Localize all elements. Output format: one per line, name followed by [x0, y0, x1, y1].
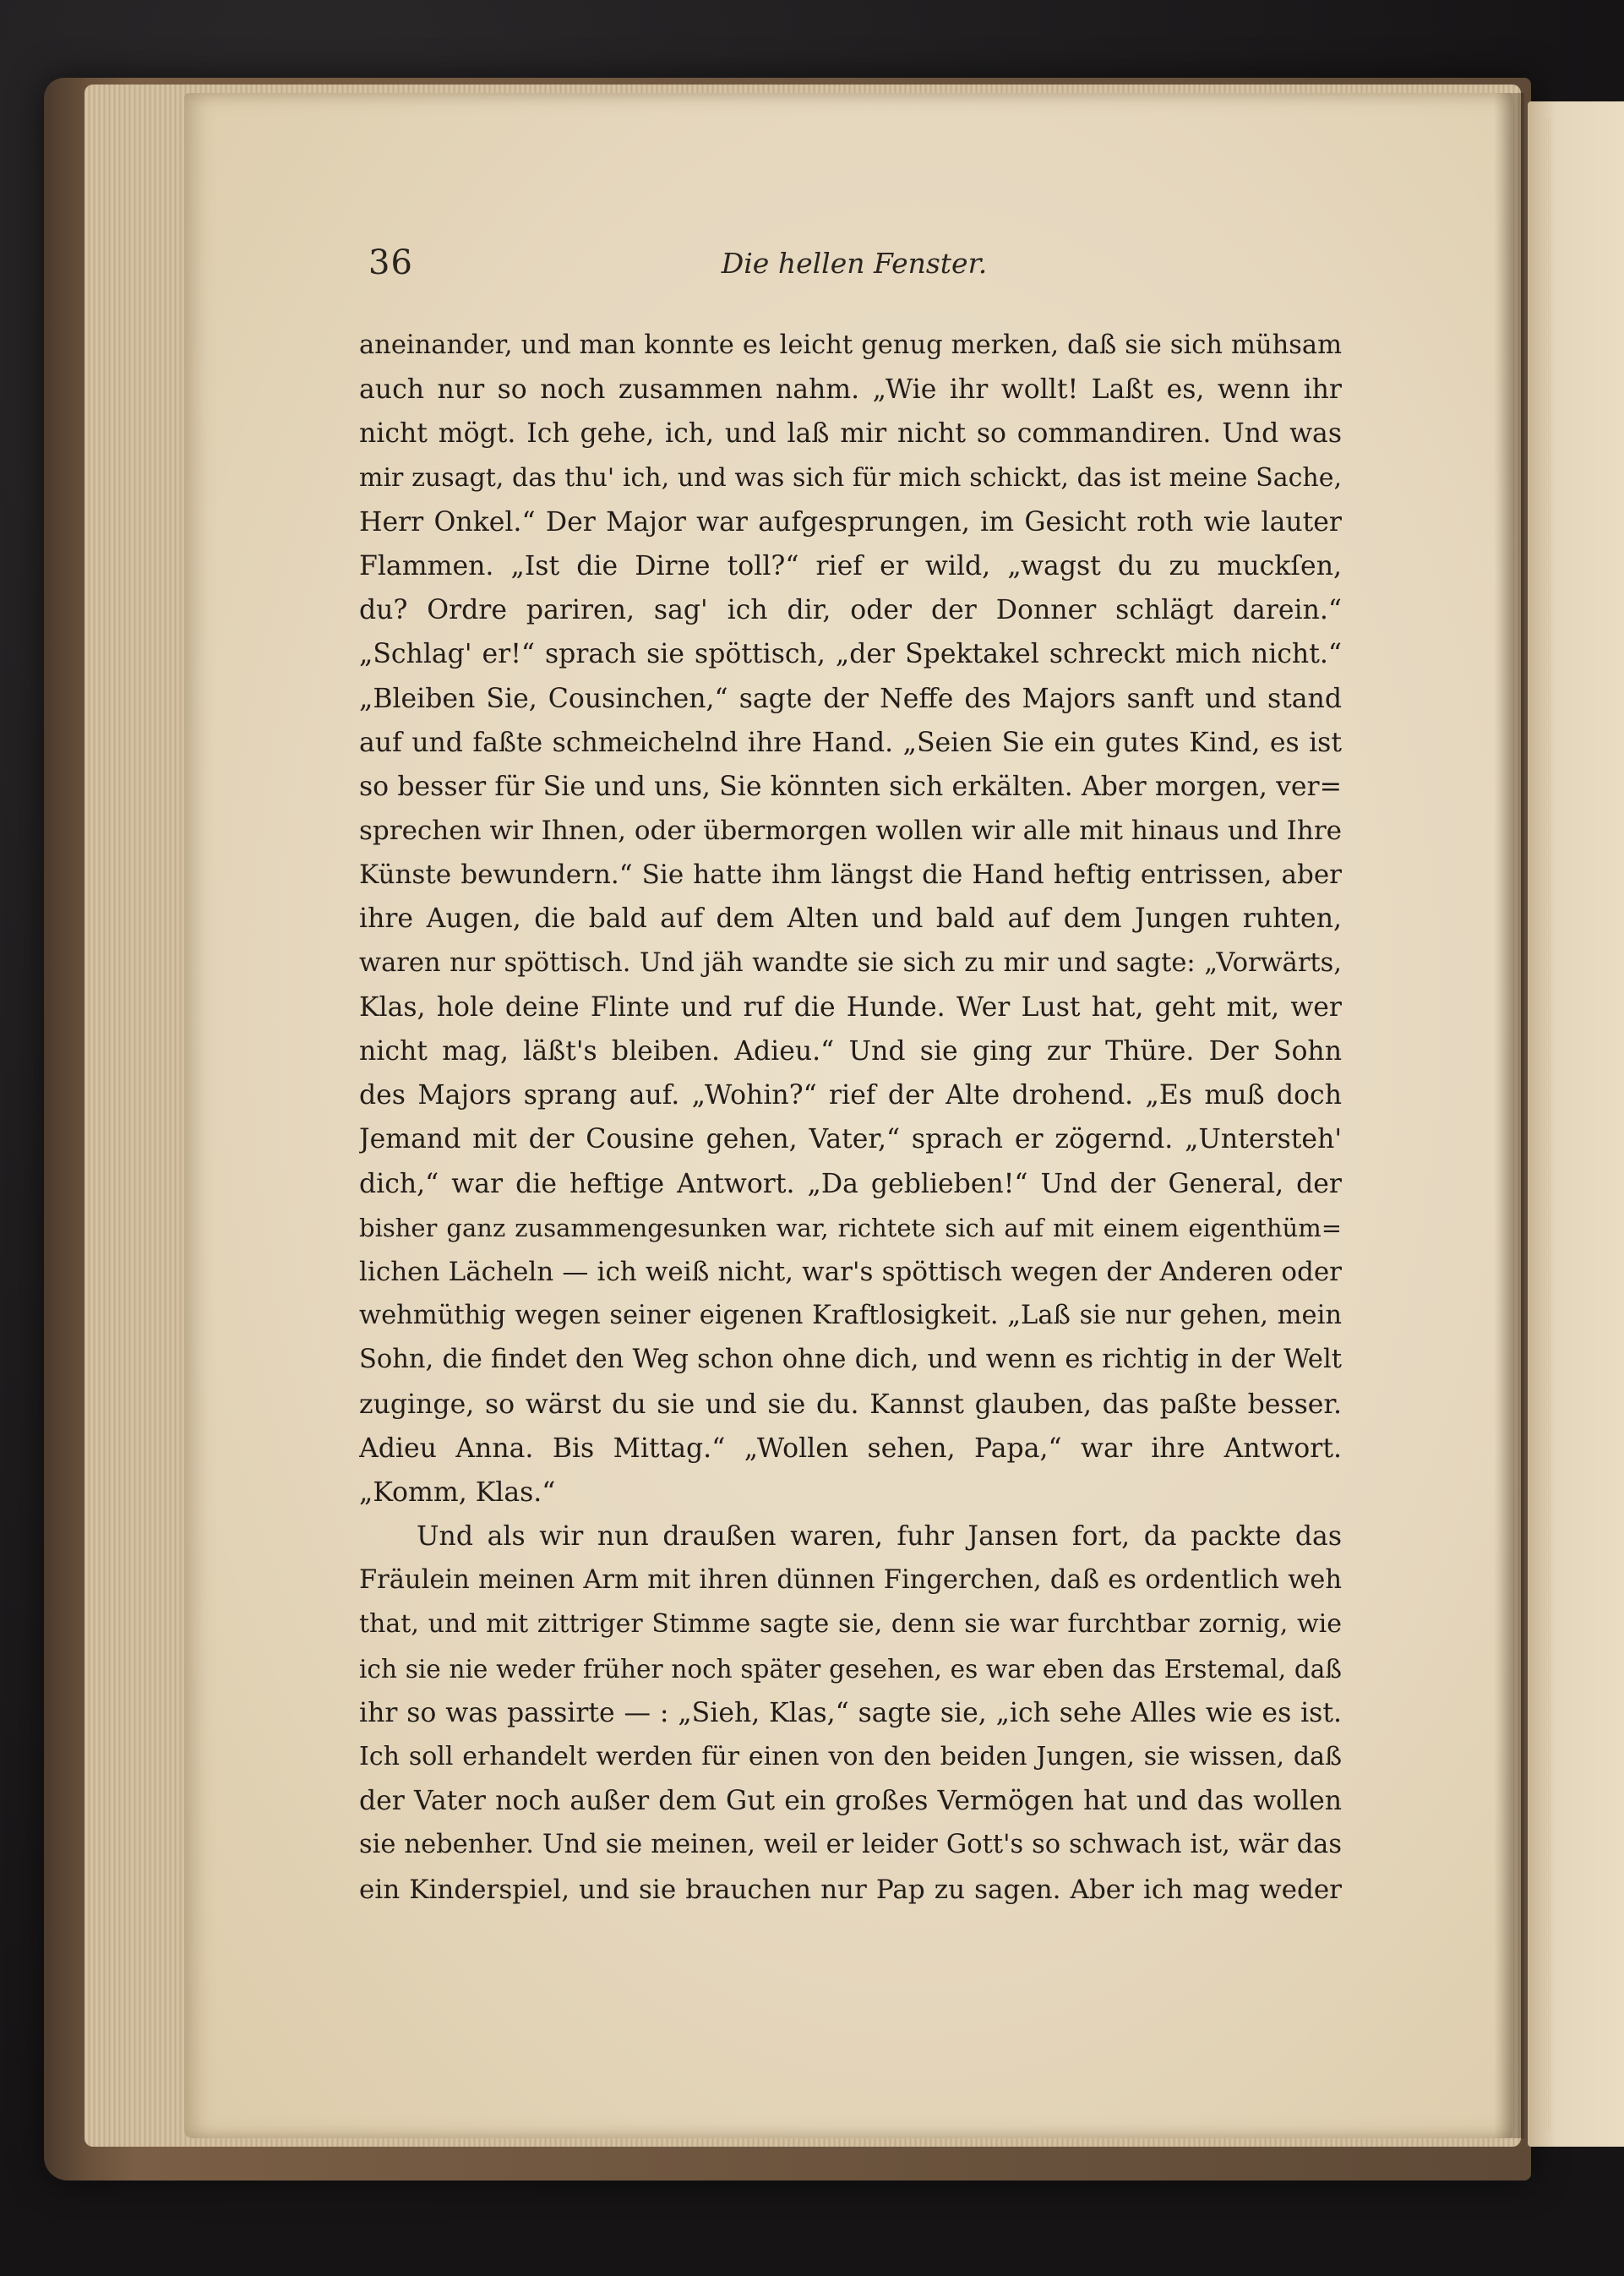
text-line: ihre Augen, die bald auf dem Alten und bald auf dem Jungen ruhten, [359, 903, 1342, 935]
text-line: Künste bewundern.“ Sie hatte ihm längst die Hand heftig entrissen, aber [359, 860, 1342, 891]
text-line: aneinander, und man konnte es leicht genug merken, daß sie sich mühsam [359, 330, 1342, 360]
text-line: auf und faßte schmeichelnd ihre Hand. „Seien Sie ein gutes Kind, es ist [359, 727, 1342, 758]
text-line: Jemand mit der Cousine gehen, Vater,“ sprach er zögernd. „Untersteh' [359, 1124, 1342, 1155]
text-line: Klas, hole deine Flinte und ruf die Hunde. Wer Lust hat, geht mit, wer [359, 991, 1342, 1023]
text-line: der Vater noch außer dem Gut ein großes Vermögen hat und das wollen [359, 1786, 1342, 1817]
text-line: waren nur spöttisch. Und jäh wandte sie sich zu mir und sagte: „Vorwärts, [359, 947, 1342, 978]
gutter-shadow [1494, 93, 1524, 2138]
body-text [359, 324, 1342, 1946]
text-line: Und als wir nun draußen waren, fuhr Jansen fort, da packte das [417, 1521, 1342, 1553]
text-line: „Komm, Klas.“ [359, 1476, 556, 1508]
text-line: nicht mögt. Ich gehe, ich, und laß mir nicht so commandiren. Und was [359, 418, 1342, 450]
running-head [368, 243, 1340, 286]
text-line: dich,“ war die heftige Antwort. „Da geblieben!“ Und der General, der [359, 1168, 1342, 1199]
text-line: sprechen wir Ihnen, oder übermorgen wollen wir alle mit hinaus und Ihre [359, 816, 1342, 847]
text-line: du? Ordre pariren, sag' ich dir, oder der Donner schlägt darein.“ [359, 595, 1342, 626]
text-line: ein Kinderspiel, und sie brauchen nur Pap zu sagen. Aber ich mag weder [359, 1874, 1342, 1905]
text-line: lichen Lächeln — ich weiß nicht, war's spöttisch wegen der Anderen oder [359, 1256, 1342, 1287]
text-line: Flammen. „Ist die Dirne toll?“ rief er wild, „wagst du zu muckſen, [359, 550, 1342, 581]
page-number: 36 [368, 243, 413, 282]
text-line: zuginge, so wärst du sie und sie du. Kannst glauben, das paßte besser. [359, 1389, 1342, 1420]
text-line: nicht mag, läßt's bleiben. Adieu.“ Und sie ging zur Thüre. Der Sohn [359, 1036, 1342, 1067]
text-line: „Schlag' er!“ sprach sie spöttisch, „der Spektakel schreckt mich nicht.“ [359, 639, 1342, 670]
text-line: bisher ganz zusammengesunken war, richtete sich auf mit einem eigenthüm= [359, 1213, 1342, 1242]
text-line: Ich soll erhandelt werden für einen von den beiden Jungen, sie wissen, daß [359, 1742, 1342, 1771]
text-line: auch nur so noch zusammen nahm. „Wie ihr wollt! Laßt es, wenn ihr [359, 374, 1342, 406]
text-line: that, und mit zittriger Stimme sagte sie, denn sie war furchtbar zornig, wie [359, 1609, 1342, 1640]
text-line: Herr Onkel.“ Der Major war aufgesprungen, im Gesicht roth wie lauter [359, 506, 1342, 538]
text-line: so besser für Sie und uns, Sie könnten sich erkälten. Aber morgen, ver= [359, 771, 1342, 802]
text-line: wehmüthig wegen seiner eigenen Kraftlosigkeit. „Laß sie nur gehen, mein [359, 1301, 1342, 1331]
facing-page-edge [1528, 101, 1624, 2147]
text-line: Sohn, die findet den Weg schon ohne dich, und wenn es richtig in der Welt [359, 1345, 1342, 1375]
text-line: „Bleiben Sie, Cousinchen,“ sagte der Neffe des Majors sanft und stand [359, 683, 1342, 714]
text-line: Adieu Anna. Bis Mittag.“ „Wollen sehen, Papa,“ war ihre Antwort. [359, 1433, 1342, 1464]
facing-page-leaves [1545, 118, 1551, 2130]
running-title: Die hellen Fenster. [721, 247, 988, 280]
text-line: sie nebenher. Und sie meinen, weil er leider Gott's so schwach ist, wär das [359, 1830, 1342, 1860]
text-line: Fräulein meinen Arm mit ihren dünnen Fingerchen, daß es ordentlich weh [359, 1565, 1342, 1596]
text-line: ihr so was passirte — : „Sieh, Klas,“ sagte sie, „ich sehe Alles wie es ist. [359, 1697, 1342, 1728]
text-line: mir zusagt, das thu' ich, und was sich für mich schickt, das ist meine Sache, [359, 462, 1342, 493]
text-line: ich sie nie weder früher noch später gesehen, es war eben das Erstemal, daß [359, 1654, 1342, 1684]
text-line: des Majors sprang auf. „Wohin?“ rief der Alte drohend. „Es muß doch [359, 1080, 1342, 1111]
